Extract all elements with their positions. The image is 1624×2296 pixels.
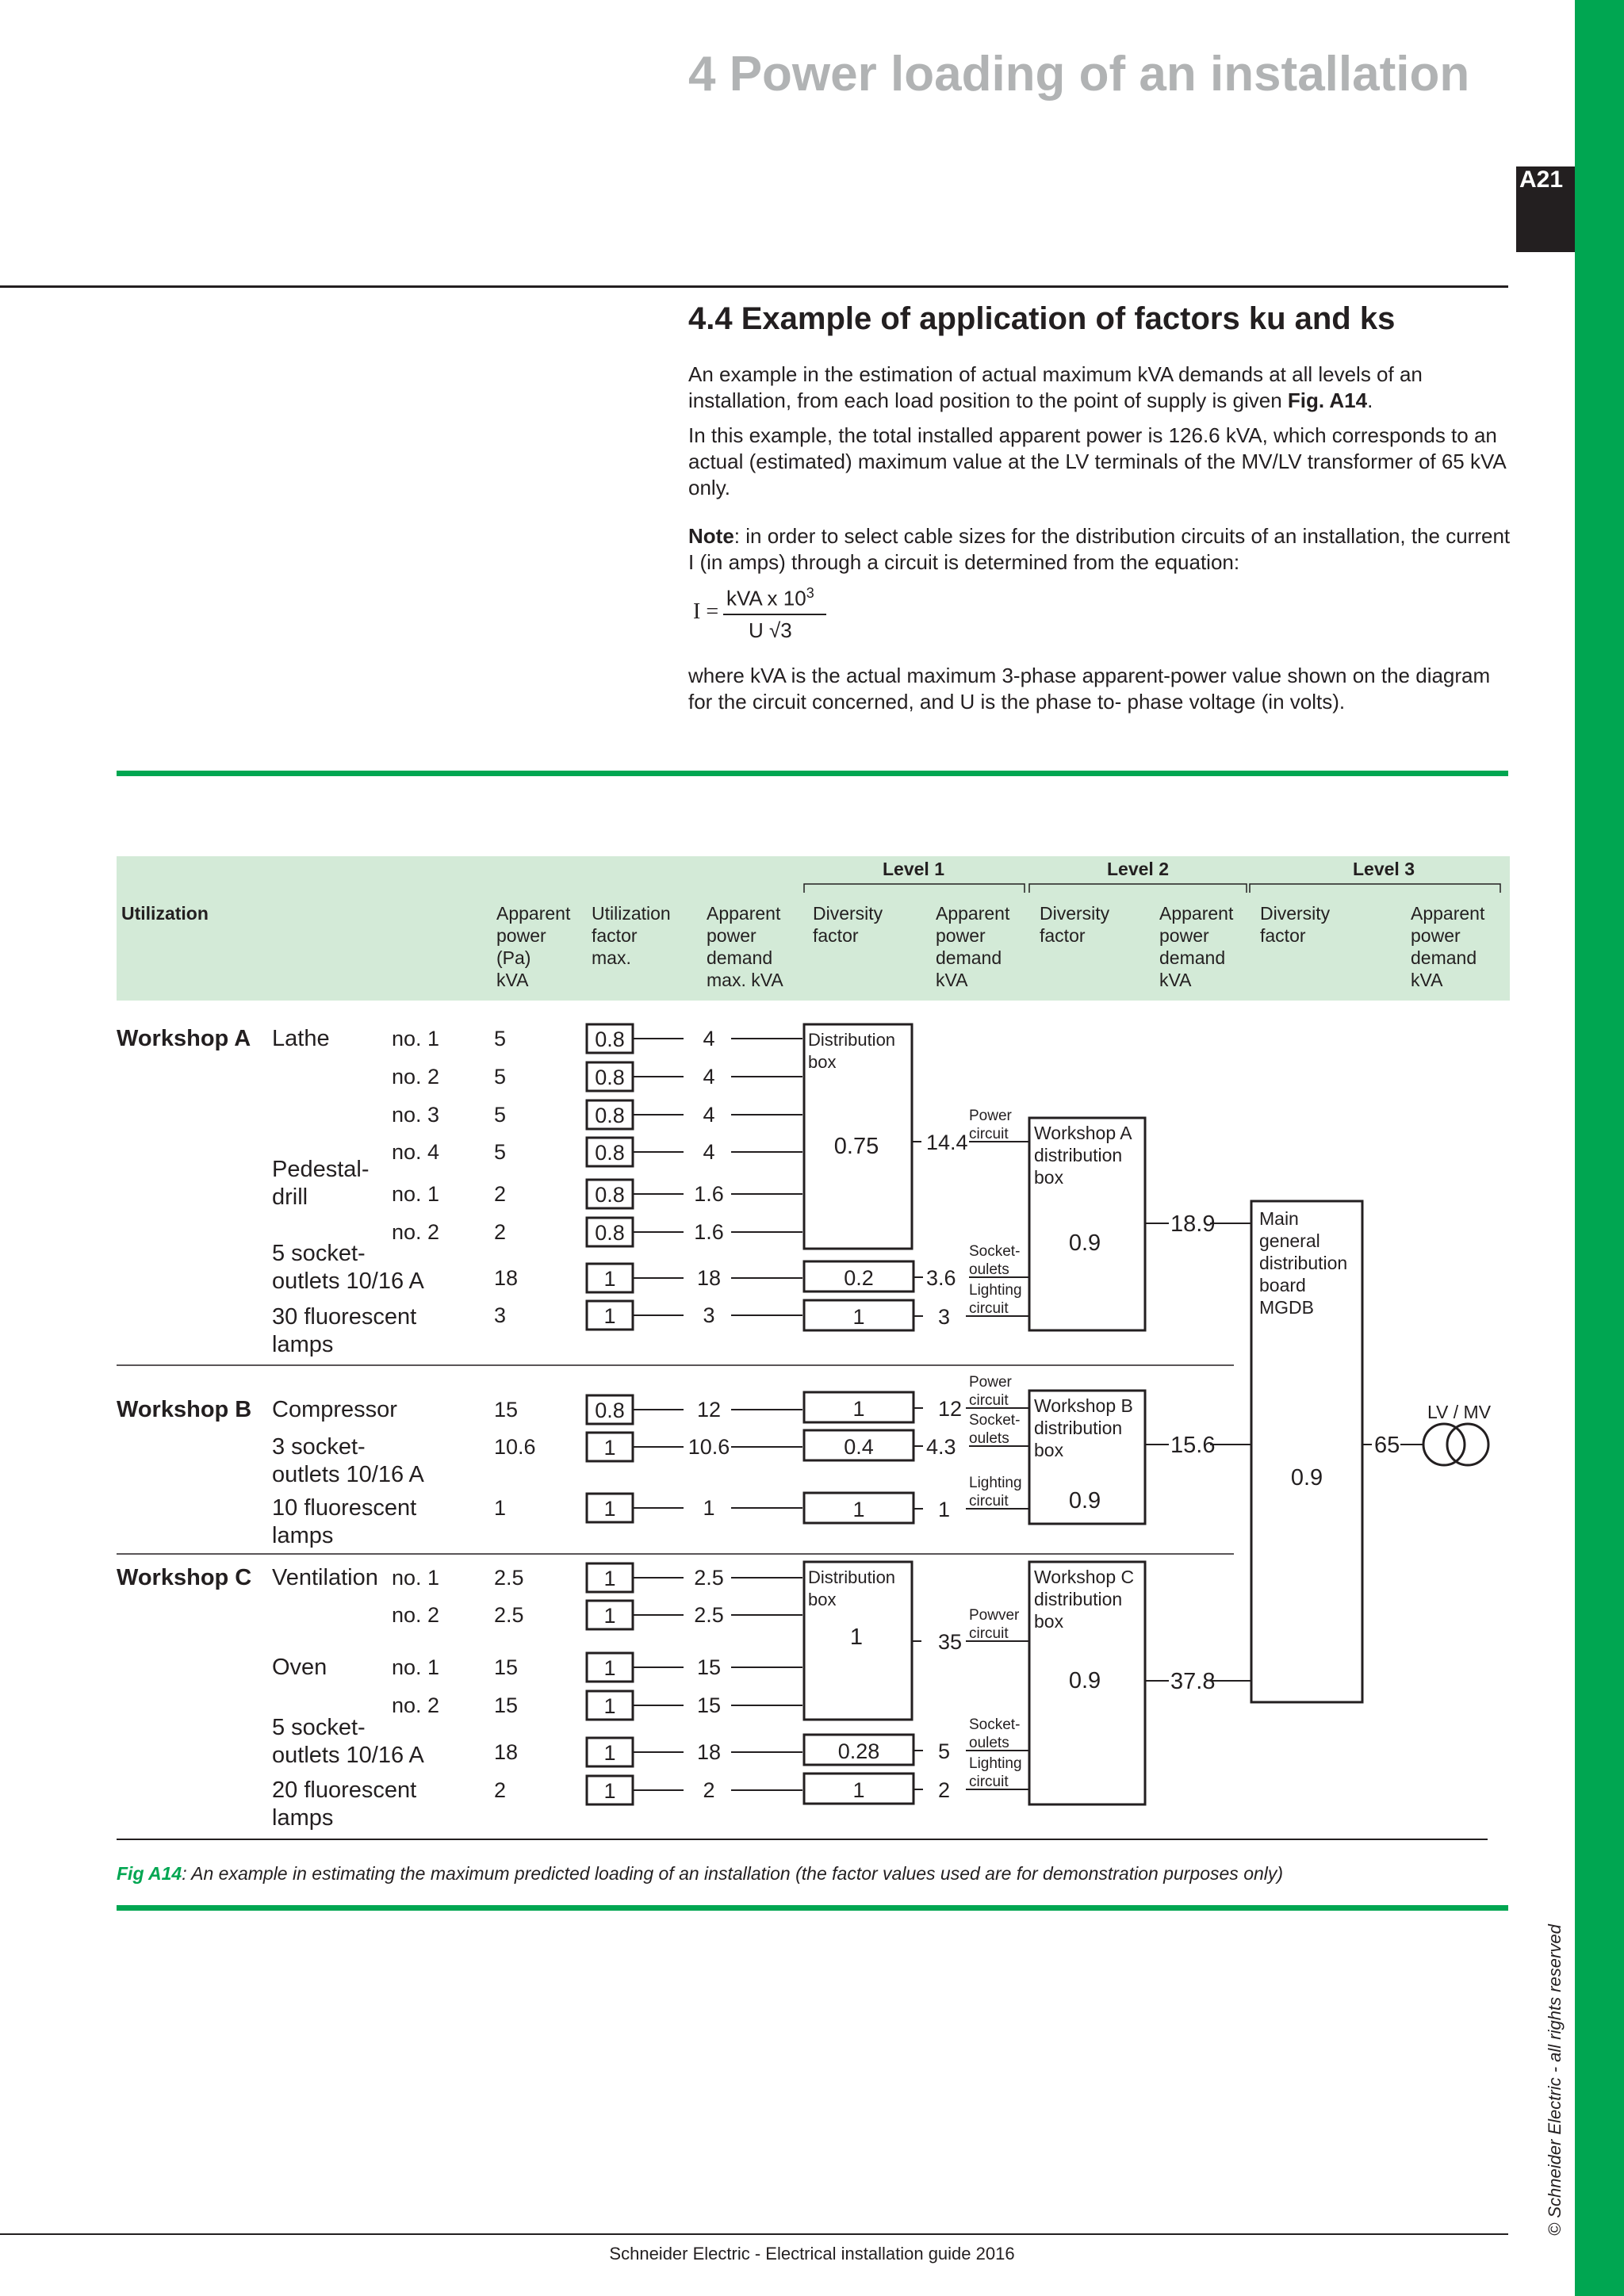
utilization-factor-value: 0.8: [595, 1104, 625, 1127]
equipment-number: no. 2: [392, 1220, 440, 1244]
level2-diversity-value: 0.9: [1068, 1668, 1101, 1693]
equipment-label: 20 fluorescent: [272, 1777, 417, 1803]
equipment-label: Compressor: [272, 1397, 397, 1422]
demand-value: 2.5: [694, 1566, 724, 1590]
equipment-label: lamps: [272, 1805, 334, 1831]
equipment-label: outlets 10/16 A: [272, 1462, 424, 1487]
circuit-label: Socket-: [969, 1412, 1021, 1429]
utilization-factor-value: 0.8: [595, 1399, 625, 1422]
page-number: A21: [1519, 166, 1564, 193]
circuit-label: circuit: [969, 1126, 1009, 1142]
transformer-label: LV / MV: [1427, 1402, 1492, 1422]
installed-power-value: 2.5: [494, 1566, 524, 1590]
demand-value: 4: [703, 1103, 715, 1127]
apparent-power-header: power: [496, 925, 546, 946]
level-2-header: Level 2: [1107, 859, 1169, 879]
demand-value: 15: [696, 1655, 722, 1679]
level2-demand-value: 18.9: [1170, 1211, 1216, 1237]
figure-reference: Fig. A14: [1287, 388, 1368, 412]
main-distribution-board-label: distribution: [1259, 1253, 1348, 1273]
apparent-demand-level-header: power: [1159, 925, 1209, 946]
circuit-label: Power: [969, 1108, 1012, 1124]
level2-demand-value: 37.8: [1170, 1669, 1216, 1694]
equipment-label: outlets 10/16 A: [272, 1743, 424, 1768]
utilization-factor-value: 0.8: [595, 1221, 625, 1245]
utilization-factor-value: 0.8: [595, 1183, 625, 1207]
equipment-label: Oven: [272, 1655, 327, 1680]
workshop-distribution-box-label: Workshop C: [1034, 1567, 1135, 1587]
workshop-distribution-box-label: distribution: [1034, 1589, 1123, 1609]
demand-value: 4: [703, 1065, 715, 1089]
apparent-power-header: Apparent: [496, 903, 571, 924]
diversity-factor-value: 1: [852, 1397, 865, 1421]
level1-demand-value: 2: [938, 1778, 951, 1802]
utilization-factor-value: 1: [603, 1304, 616, 1328]
green-rule-top: [117, 771, 1508, 776]
apparent-demand-level-header: kVA: [1411, 970, 1443, 990]
installed-power-value: 18: [494, 1740, 519, 1764]
distribution-box-label: Distribution: [808, 1567, 896, 1587]
utilization-factor-value: 1: [603, 1497, 616, 1521]
diversity-factor-value: 0.75: [833, 1134, 879, 1159]
installed-power-value: 15: [494, 1693, 519, 1717]
main-distribution-board-label: Main: [1259, 1208, 1299, 1229]
installed-power-value: 5: [494, 1140, 507, 1164]
utilization-factor-value: 0.8: [595, 1141, 625, 1165]
apparent-demand-level-header: power: [936, 925, 986, 946]
apparent-demand-header: max. kVA: [707, 970, 783, 990]
demand-value: 1.6: [694, 1182, 724, 1206]
installed-power-value: 2: [494, 1220, 507, 1244]
utilization-header: Utilization: [121, 903, 209, 924]
diversity-factor-value: 1: [852, 1305, 865, 1329]
level1-demand-value: 4.3: [926, 1435, 956, 1459]
demand-value: 12: [696, 1398, 722, 1422]
level1-demand-value: 5: [938, 1739, 951, 1763]
apparent-demand-level-header: Apparent: [1411, 903, 1485, 924]
equipment-label: 5 socket-: [272, 1715, 366, 1740]
circuit-label: Socket-: [969, 1243, 1021, 1260]
equipment-label: outlets 10/16 A: [272, 1269, 424, 1294]
utilization-factor-value: 1: [603, 1267, 616, 1291]
utilization-factor-value: 1: [603, 1741, 616, 1765]
equipment-label: 5 socket-: [272, 1241, 366, 1266]
circuit-label: oulets: [969, 1735, 1009, 1751]
note-paragraph: Note: in order to select cable sizes for the distribution circuits of an installation, the current I (in amps) through a circuit is determined from the equation:: [688, 524, 1511, 574]
apparent-demand-level-header: Apparent: [1159, 903, 1234, 924]
workshop-distribution-box-label: box: [1034, 1611, 1064, 1632]
equipment-label: lamps: [272, 1332, 334, 1357]
circuit-label: circuit: [969, 1392, 1009, 1409]
workshop-name: Workshop A: [117, 1026, 251, 1051]
level2-diversity-value: 0.9: [1068, 1230, 1101, 1256]
installed-power-value: 5: [494, 1027, 507, 1050]
diversity-factor-value: 0.2: [844, 1266, 874, 1290]
apparent-demand-level-header: power: [1411, 925, 1461, 946]
diversity-factor-value: 1: [852, 1498, 865, 1521]
figure-caption: Fig A14: An example in estimating the maximum predicted loading of an installation (the factor values used are for demonstration purposes only): [117, 1863, 1284, 1884]
equipment-label: 30 fluorescent: [272, 1304, 417, 1330]
transformer-winding: [1447, 1424, 1488, 1465]
utilization-factor-header: max.: [592, 947, 631, 968]
diversity-factor-header: Diversity: [1260, 903, 1331, 924]
utilization-factor-header: Utilization: [592, 903, 671, 924]
equipment-number: no. 1: [392, 1655, 440, 1679]
level3-demand-value: 65: [1374, 1433, 1400, 1458]
distribution-box-label: Distribution: [808, 1030, 896, 1050]
workshop-distribution-box-label: Workshop B: [1034, 1395, 1133, 1416]
circuit-label: circuit: [969, 1774, 1009, 1790]
level1-demand-value: 3.6: [926, 1266, 956, 1290]
installed-power-value: 15: [494, 1398, 519, 1422]
equipment-number: no. 2: [392, 1603, 440, 1627]
level1-demand-value: 14.4: [926, 1131, 968, 1154]
demand-value: 3: [703, 1303, 715, 1327]
utilization-factor-value: 1: [603, 1656, 616, 1680]
workshop-distribution-box-label: distribution: [1034, 1145, 1123, 1165]
installed-power-value: 18: [494, 1266, 519, 1290]
footer-rule: [0, 2233, 1508, 2235]
demand-value: 4: [703, 1027, 715, 1050]
diversity-factor-value: 0.28: [837, 1739, 880, 1763]
equipment-label: 10 fluorescent: [272, 1495, 417, 1521]
formula-exponent: 3: [806, 585, 814, 601]
footer-text: Schneider Electric - Electrical installation guide 2016: [609, 2244, 1015, 2263]
installed-power-paragraph: In this example, the total installed apparent power is 126.6 kVA, which corresponds to an actual (estimated) maximum value at the LV terminals of the MV/LV transformer of 65 kVA only.: [688, 423, 1506, 499]
circuit-label: circuit: [969, 1300, 1009, 1317]
installed-power-value: 1: [494, 1496, 507, 1520]
green-rule-bottom: [117, 1905, 1508, 1911]
demand-value: 18: [696, 1266, 722, 1290]
level1-demand-value: 3: [938, 1305, 951, 1329]
equipment-number: no. 2: [392, 1693, 440, 1717]
demand-value: 10.6: [688, 1435, 730, 1459]
utilization-factor-value: 1: [603, 1779, 616, 1803]
utilization-factor-value: 0.8: [595, 1027, 625, 1051]
diversity-factor-header: Diversity: [1040, 903, 1110, 924]
circuit-label: Powver: [969, 1607, 1020, 1624]
main-distribution-board-label: MGDB: [1259, 1297, 1314, 1318]
demand-value: 1: [703, 1496, 715, 1520]
apparent-demand-header: demand: [707, 947, 773, 968]
main-distribution-board-label: board: [1259, 1275, 1306, 1295]
utilization-factor-value: 1: [603, 1694, 616, 1718]
page-number-tab: [1516, 166, 1575, 252]
apparent-power-header: kVA: [496, 970, 529, 990]
equipment-label: Lathe: [272, 1026, 330, 1051]
level-1-header: Level 1: [883, 859, 944, 879]
equipment-number: no. 1: [392, 1027, 440, 1050]
diversity-factor-value: 1: [852, 1778, 865, 1802]
apparent-demand-header: power: [707, 925, 756, 946]
installed-power-value: 2: [494, 1778, 507, 1802]
diversity-factor-value: 0.4: [844, 1435, 874, 1459]
installed-power-value: 2: [494, 1182, 507, 1206]
equipment-label: lamps: [272, 1523, 334, 1548]
diversity-factor-value: 1: [849, 1624, 864, 1650]
apparent-demand-level-header: Apparent: [936, 903, 1010, 924]
copyright-notice: © Schneider Electric - all rights reserved: [1545, 1924, 1565, 2236]
installed-power-value: 15: [494, 1655, 519, 1679]
green-side-bar: [1575, 0, 1624, 2296]
transformer-winding: [1423, 1424, 1465, 1465]
note-label: Note: [688, 524, 734, 548]
apparent-demand-level-header: demand: [1159, 947, 1226, 968]
apparent-demand-header: Apparent: [707, 903, 781, 924]
level2-demand-value: 15.6: [1170, 1433, 1216, 1458]
circuit-label: Lighting: [969, 1755, 1022, 1772]
formula-lhs: I =: [693, 599, 719, 624]
diversity-factor-header: factor: [813, 925, 859, 946]
circuit-label: Lighting: [969, 1475, 1022, 1491]
utilization-factor-value: 0.8: [595, 1066, 625, 1089]
level1-demand-value: 12: [938, 1397, 963, 1421]
level-3-header: Level 3: [1353, 859, 1415, 879]
equipment-number: no. 1: [392, 1182, 440, 1206]
installed-power-value: 2.5: [494, 1603, 524, 1627]
equipment-number: no. 2: [392, 1065, 440, 1089]
workshop-distribution-box-label: box: [1034, 1167, 1064, 1188]
apparent-demand-level-header: kVA: [1159, 970, 1192, 990]
demand-value: 15: [696, 1693, 722, 1717]
diversity-factor-header: Diversity: [813, 903, 883, 924]
level1-demand-value: 35: [938, 1630, 963, 1654]
demand-value: 18: [696, 1740, 722, 1764]
demand-value: 2: [703, 1778, 715, 1802]
circuit-label: Socket-: [969, 1716, 1021, 1733]
utilization-factor-value: 1: [603, 1436, 616, 1460]
utilization-factor-value: 1: [603, 1567, 616, 1590]
utilization-factor-value: 1: [603, 1604, 616, 1628]
chapter-title: 4 Power loading of an installation: [688, 47, 1470, 101]
installed-power-value: 10.6: [494, 1435, 536, 1459]
workshop-distribution-box-label: box: [1034, 1440, 1064, 1460]
workshop-distribution-box-label: distribution: [1034, 1418, 1123, 1438]
equipment-label: Pedestal-: [272, 1157, 370, 1182]
diversity-factor-header: factor: [1040, 925, 1086, 946]
demand-value: 1.6: [694, 1220, 724, 1244]
workshop-name: Workshop B: [117, 1397, 252, 1422]
where-paragraph: where kVA is the actual maximum 3-phase apparent-power value shown on the diagram for the circuit concerned, and U is the phase to- phase voltage (in volts).: [688, 664, 1491, 714]
equipment-number: no. 4: [392, 1140, 440, 1164]
apparent-power-header: (Pa): [496, 947, 531, 968]
installed-power-value: 3: [494, 1303, 507, 1327]
circuit-label: circuit: [969, 1493, 1009, 1510]
equipment-number: no. 1: [392, 1566, 440, 1590]
formula-denominator: U √3: [749, 618, 792, 642]
utilization-factor-header: factor: [592, 925, 638, 946]
fig-a14-diagram: [0, 848, 1554, 1855]
intro-paragraph: An example in the estimation of actual maximum kVA demands at all levels of an installation, from each load position to the point of supply is given Fig. A14.: [688, 362, 1423, 412]
workshop-name: Workshop C: [117, 1565, 252, 1590]
circuit-label: oulets: [969, 1430, 1009, 1447]
distribution-box-label: box: [808, 1052, 837, 1072]
main-distribution-board-label: general: [1259, 1230, 1320, 1251]
equipment-label: Ventilation: [272, 1565, 378, 1590]
level1-demand-value: 1: [938, 1498, 951, 1521]
apparent-demand-level-header: kVA: [936, 970, 968, 990]
distribution-box-label: box: [808, 1590, 837, 1609]
apparent-demand-level-header: demand: [936, 947, 1002, 968]
circuit-label: circuit: [969, 1625, 1009, 1642]
demand-value: 4: [703, 1140, 715, 1164]
figure-label: Fig A14: [117, 1863, 182, 1884]
workshop-distribution-box-label: Workshop A: [1034, 1123, 1132, 1143]
installed-power-value: 5: [494, 1065, 507, 1089]
level3-diversity-value: 0.9: [1290, 1465, 1323, 1490]
circuit-label: oulets: [969, 1261, 1009, 1278]
diversity-factor-header: factor: [1260, 925, 1306, 946]
equipment-label: 3 socket-: [272, 1434, 366, 1460]
apparent-demand-level-header: demand: [1411, 947, 1477, 968]
circuit-label: Lighting: [969, 1282, 1022, 1299]
current-formula: [691, 580, 850, 652]
header-rule: [0, 285, 1508, 288]
installed-power-value: 5: [494, 1103, 507, 1127]
section-title: 4.4 Example of application of factors ku and ks: [688, 301, 1396, 336]
formula-numerator: kVA x $10^3$: [726, 585, 814, 610]
equipment-label: drill: [272, 1184, 308, 1210]
fraction-bar: [723, 614, 826, 615]
circuit-label: Power: [969, 1374, 1012, 1391]
equipment-number: no. 3: [392, 1103, 440, 1127]
demand-value: 2.5: [694, 1603, 724, 1627]
level2-diversity-value: 0.9: [1068, 1488, 1101, 1513]
